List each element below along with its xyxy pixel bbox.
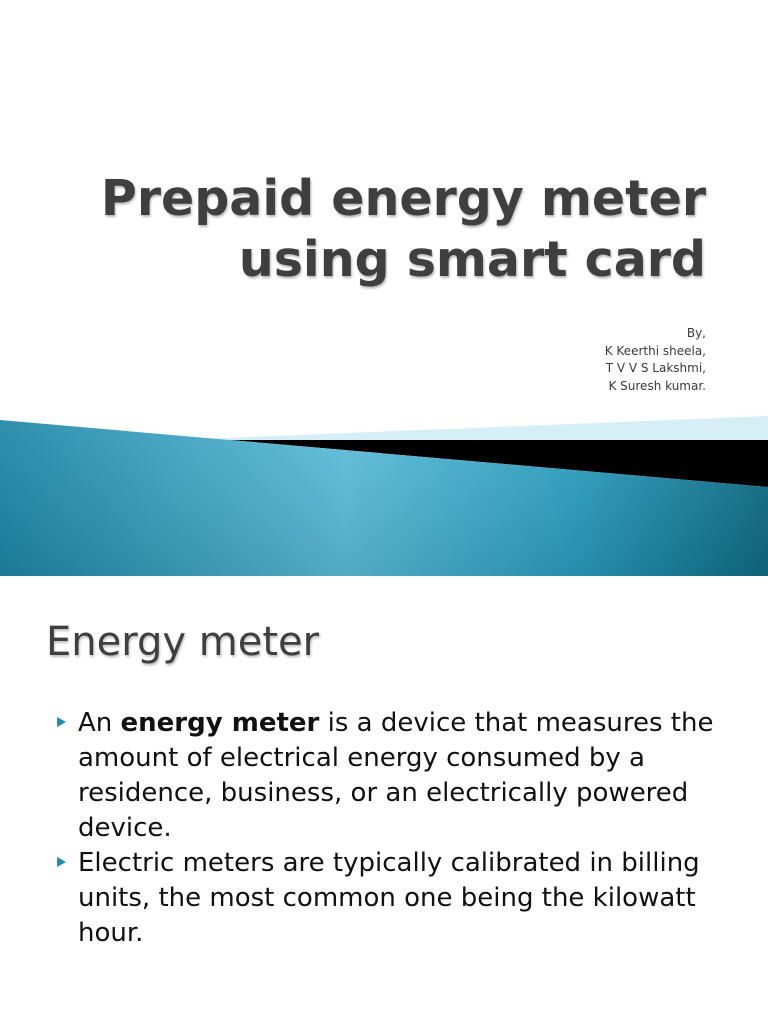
slide-title-line-2: using smart card xyxy=(238,231,706,288)
bullet-1-bold-term: energy meter xyxy=(120,708,320,738)
author-name-3: K Suresh kumar. xyxy=(608,378,706,393)
slide-title xyxy=(60,168,706,290)
author-name-2: T V V S Lakshmi, xyxy=(605,361,706,375)
bullet-1-prefix: An xyxy=(78,708,121,738)
triangle-bullet-icon xyxy=(57,857,66,867)
triangle-bullet-icon xyxy=(57,717,66,727)
author-by-label: By, xyxy=(686,326,706,340)
bullet-2-text: Electric meters are typically calibrated in billing units, the most common one being the kilowatt hour. xyxy=(78,848,700,948)
bullet-item-2 xyxy=(54,846,720,951)
bullet-list xyxy=(54,706,720,951)
slide-heading: Energy meter xyxy=(46,619,320,665)
bullet-1-rest: is a device that measures the amount of electrical energy consumed by a residence, business, or an electrically powered device. xyxy=(78,708,714,843)
bullet-item-1 xyxy=(54,706,720,846)
slide-title-line-1: Prepaid energy meter xyxy=(100,170,706,227)
content-slide xyxy=(0,576,768,1024)
author-name-1: K Keerthi sheela, xyxy=(604,343,706,358)
author-list xyxy=(420,325,706,395)
decorative-band xyxy=(0,414,768,576)
pale-strip xyxy=(200,416,768,440)
